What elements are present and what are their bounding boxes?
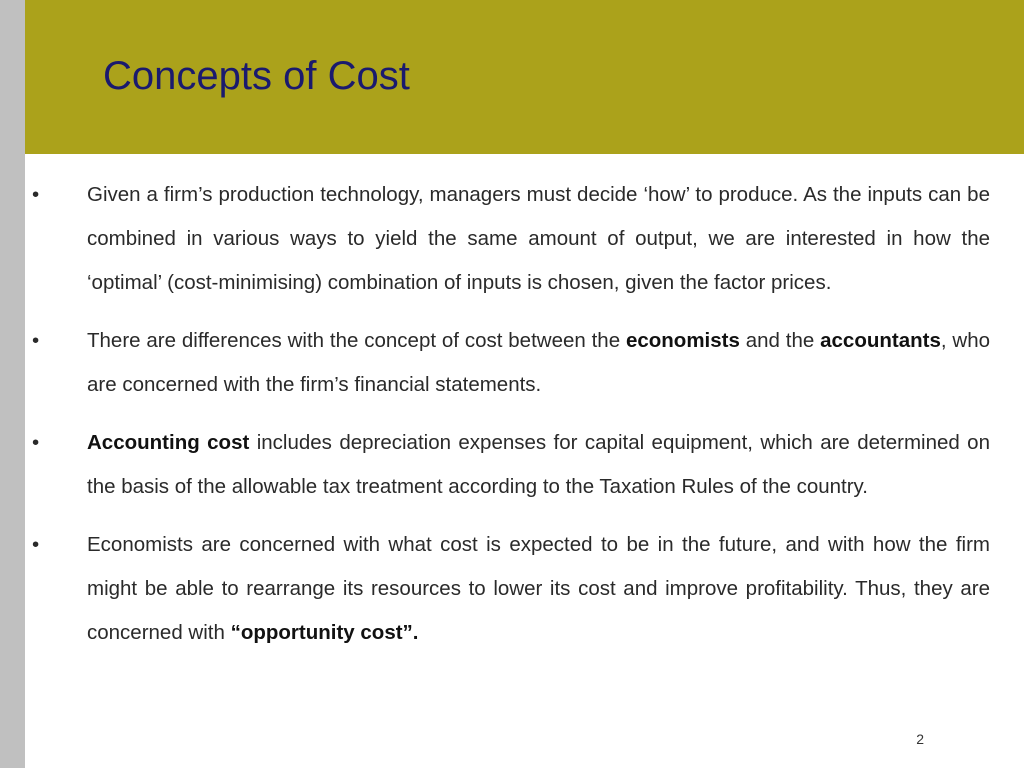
- bullet-marker: •: [32, 431, 40, 454]
- emphasis-economists: economists: [625, 329, 740, 352]
- bullet-marker: •: [32, 183, 40, 206]
- bullet-text: and the: [739, 329, 821, 352]
- bullet-item-accounting-cost: [26, 421, 990, 509]
- bullet-text: Economists are concerned with what cost is expected to be in the future, and with how the firm might be able to rearrange its resources to lower its cost and improve profitability. Thus, they are concerned with: [87, 533, 990, 644]
- left-accent-bar: [0, 0, 25, 768]
- header-divider: [25, 154, 1024, 156]
- bullet-item-production-technology: [26, 173, 990, 305]
- bullet-text: includes depreciation expenses for capital equipment, which are determined on the basis of the allowable tax treatment according to the Taxation Rules of the country.: [87, 431, 990, 498]
- emphasis-accounting-cost: Accounting cost: [87, 431, 250, 454]
- bullet-text: , who are concerned with the firm’s financial statements.: [87, 329, 991, 396]
- bullet-list: [26, 173, 990, 669]
- bullet-text: There are differences with the concept of cost between the: [87, 329, 626, 352]
- page-number: 2: [916, 731, 924, 747]
- emphasis-opportunity-cost: “opportunity cost”.: [230, 621, 419, 644]
- bullet-marker: •: [32, 329, 40, 352]
- emphasis-accountants: accountants: [820, 329, 941, 352]
- bullet-marker: •: [32, 533, 40, 556]
- bullet-item-opportunity-cost: [26, 523, 990, 655]
- bullet-item-cost-concepts: [26, 319, 990, 407]
- slide-title: Concepts of Cost: [103, 54, 410, 98]
- bullet-text: Given a firm’s production technology, managers must decide ‘how’ to produce. As the inputs can be combined in various ways to yield the same amount of output, we are interested in how the ‘optimal’ (cost-minimising) combination of inputs is chosen, given the factor prices.: [87, 183, 990, 294]
